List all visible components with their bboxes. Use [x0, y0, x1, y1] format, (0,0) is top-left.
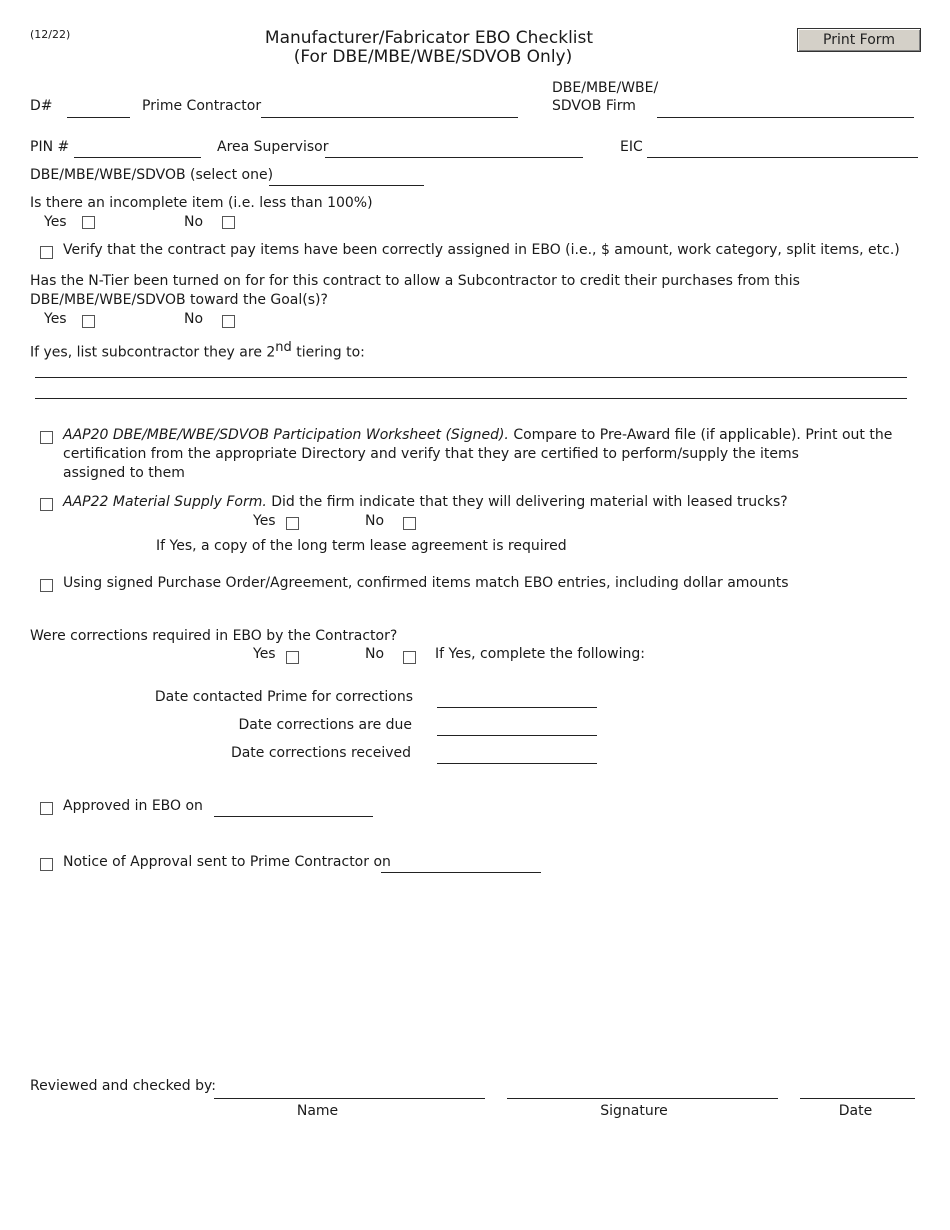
reviewed-by-label: Reviewed and checked by: [30, 1078, 216, 1094]
date-due-label: Date corrections are due [238, 717, 412, 733]
date-contacted-label: Date contacted Prime for corrections [154, 689, 413, 705]
ntier-subcontractor-label [30, 340, 365, 361]
ntier-no-label: No [184, 311, 204, 327]
purchase-order-text: Using signed Purchase Order/Agreement, confirmed items match EBO entries, including dollar amounts [63, 575, 789, 591]
leased-trucks-no-label: No [365, 513, 385, 529]
corrections-yes-checkbox[interactable] [286, 651, 299, 664]
corrections-no-label: No [365, 646, 385, 662]
aap20-line3: assigned to them [63, 465, 185, 481]
d-number-label: D# [30, 98, 53, 114]
approved-ebo-date-field[interactable] [214, 816, 373, 817]
prime-contractor-field[interactable] [261, 117, 518, 118]
lease-agreement-note: If Yes, a copy of the long term lease agreement is required [156, 538, 567, 554]
aap22-line [63, 494, 788, 511]
ntier-list-suffix: tiering to: [291, 344, 365, 361]
corrections-yes-label: Yes [253, 646, 276, 662]
eic-field[interactable] [647, 157, 918, 158]
pin-label: PIN # [30, 139, 70, 155]
approved-ebo-label: Approved in EBO on [63, 798, 203, 814]
aap22-title: AAP22 Material Supply Form. [63, 494, 267, 510]
verify-pay-items-text: Verify that the contract pay items have been correctly assigned in EBO (i.e., $ amount, work category, split items, etc.) [63, 242, 900, 258]
ntier-question-line1: Has the N-Tier been turned on for for this contract to allow a Subcontractor to credit their purchases from this [30, 273, 800, 289]
review-date-field[interactable] [800, 1098, 915, 1099]
subcontractor-field-line1[interactable] [35, 377, 907, 378]
purchase-order-checkbox[interactable] [40, 579, 53, 592]
ntier-yes-checkbox[interactable] [82, 315, 95, 328]
aap20-line1 [63, 427, 892, 444]
pin-field[interactable] [74, 157, 201, 158]
date-contacted-field[interactable] [437, 707, 597, 708]
area-supervisor-label: Area Supervisor [217, 139, 329, 155]
incomplete-no-label: No [184, 214, 204, 230]
date-due-field[interactable] [437, 735, 597, 736]
aap20-checkbox[interactable] [40, 431, 53, 444]
subcontractor-field-line2[interactable] [35, 398, 907, 399]
firm-field[interactable] [657, 117, 914, 118]
name-caption: Name [296, 1103, 339, 1119]
ntier-list-prefix: If yes, list subcontractor they are 2 [30, 344, 276, 361]
aap20-line2: certification from the appropriate Directory and verify that they are certified to perform/supply the items [63, 446, 799, 462]
incomplete-yes-checkbox[interactable] [82, 216, 95, 229]
area-supervisor-field[interactable] [325, 157, 583, 158]
firm-label-line1: DBE/MBE/WBE/ [552, 80, 659, 96]
category-select-field[interactable] [269, 185, 424, 186]
corrections-question: Were corrections required in EBO by the Contractor? [30, 628, 398, 644]
ntier-yes-label: Yes [44, 311, 67, 327]
date-received-label: Date corrections received [230, 745, 411, 761]
d-number-field[interactable] [67, 117, 130, 118]
print-form-button[interactable]: Print Form [797, 28, 921, 52]
incomplete-yes-label: Yes [44, 214, 67, 230]
incomplete-no-checkbox[interactable] [222, 216, 235, 229]
form-title: Manufacturer/Fabricator EBO Checklist [264, 28, 594, 48]
reviewer-name-field[interactable] [214, 1098, 485, 1099]
category-select-label: DBE/MBE/WBE/SDVOB (select one) [30, 167, 274, 183]
aap20-line1-rest: Compare to Pre-Award file (if applicable). Print out the [508, 427, 893, 443]
corrections-complete-note: If Yes, complete the following: [435, 646, 645, 662]
leased-trucks-no-checkbox[interactable] [403, 517, 416, 530]
corrections-no-checkbox[interactable] [403, 651, 416, 664]
notice-approval-label: Notice of Approval sent to Prime Contractor on [63, 854, 391, 870]
aap22-checkbox[interactable] [40, 498, 53, 511]
aap22-rest: Did the firm indicate that they will delivering material with leased trucks? [266, 494, 788, 510]
firm-label-line2: SDVOB Firm [552, 98, 636, 114]
notice-approval-date-field[interactable] [381, 872, 541, 873]
form-subtitle: (For DBE/MBE/WBE/SDVOB Only) [293, 47, 573, 67]
incomplete-item-question: Is there an incomplete item (i.e. less than 100%) [30, 195, 373, 211]
leased-trucks-yes-label: Yes [253, 513, 276, 529]
ntier-list-sup: nd [275, 340, 292, 355]
verify-pay-items-checkbox[interactable] [40, 246, 53, 259]
ntier-no-checkbox[interactable] [222, 315, 235, 328]
ntier-question-line2: DBE/MBE/WBE/SDVOB toward the Goal(s)? [30, 292, 328, 308]
date-caption: Date [838, 1103, 873, 1119]
prime-contractor-label: Prime Contractor [142, 98, 262, 114]
notice-approval-checkbox[interactable] [40, 858, 53, 871]
date-received-field[interactable] [437, 763, 597, 764]
reviewer-signature-field[interactable] [507, 1098, 778, 1099]
eic-label: EIC [620, 139, 643, 155]
signature-caption: Signature [600, 1103, 668, 1119]
leased-trucks-yes-checkbox[interactable] [286, 517, 299, 530]
revision-date: (12/22) [30, 28, 71, 41]
approved-ebo-checkbox[interactable] [40, 802, 53, 815]
aap20-title: AAP20 DBE/MBE/WBE/SDVOB Participation Worksheet (Signed). [63, 427, 509, 443]
